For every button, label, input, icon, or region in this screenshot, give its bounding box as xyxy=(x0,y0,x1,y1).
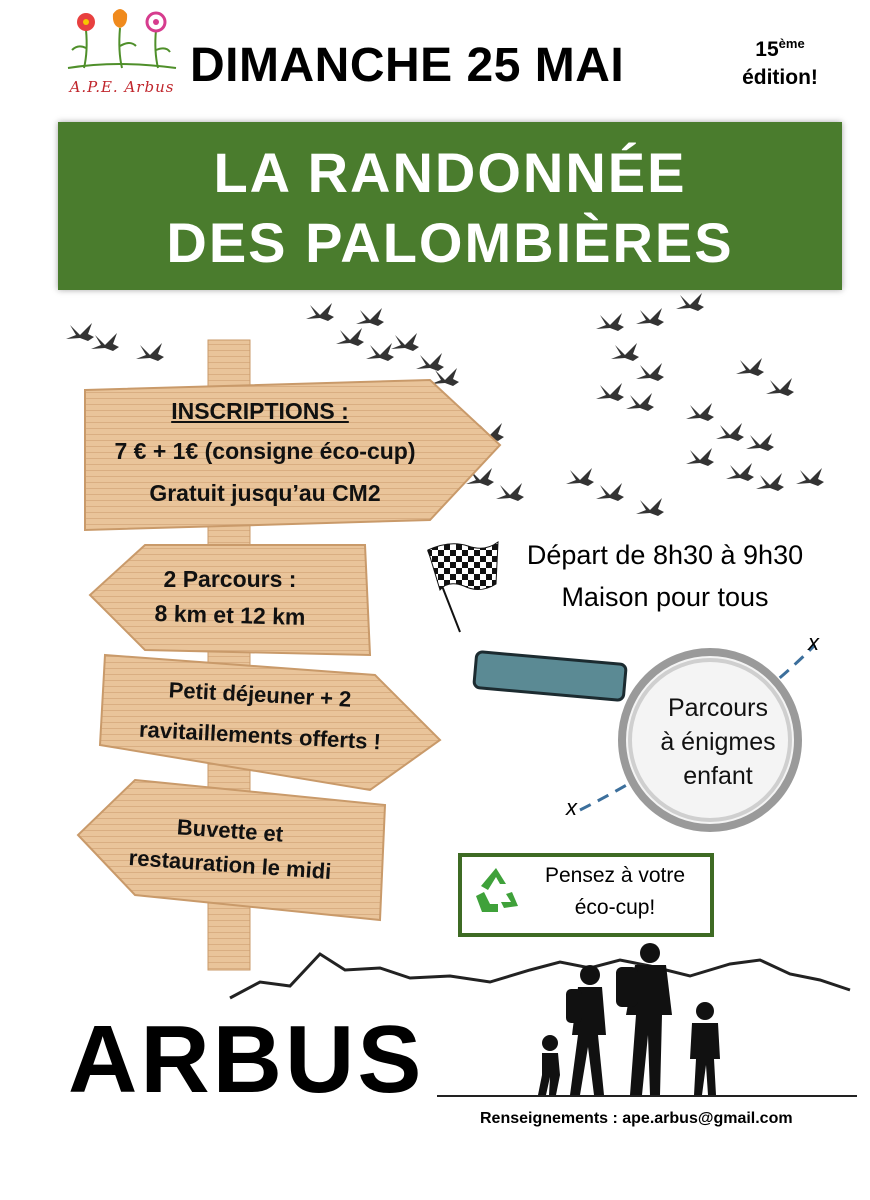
title-line-1: LA RANDONNÉE xyxy=(213,141,687,204)
parcours-line-1: 2 Parcours : xyxy=(163,566,297,592)
town-name: ARBUS xyxy=(68,1006,425,1113)
depart-location: Maison pour tous xyxy=(561,582,769,612)
event-date: DIMANCHE 25 MAI xyxy=(190,39,625,92)
ground-line xyxy=(437,1095,857,1097)
contact-info: Renseignements : ape.arbus@gmail.com xyxy=(480,1110,793,1127)
enigmes-line-1: Parcours xyxy=(667,694,769,722)
inscriptions-title: INSCRIPTIONS : xyxy=(171,398,349,424)
parcours-line-2: 8 km et 12 km xyxy=(154,600,306,630)
logo-text: A.P.E. Arbus xyxy=(69,78,175,96)
edition-label xyxy=(720,30,840,92)
dejeuner-line-1: Petit déjeuner + 2 xyxy=(168,677,352,712)
signpost-illustration xyxy=(60,330,510,980)
hiking-family-silhouette xyxy=(430,935,730,1100)
inscriptions-price: 7 € + 1€ (consigne éco-cup) xyxy=(114,438,416,464)
map-mark-end: x xyxy=(808,630,819,655)
buvette-line-1: Buvette et xyxy=(176,814,284,847)
edition-word: édition! xyxy=(742,66,818,89)
buvette-line-2: restauration le midi xyxy=(127,844,333,885)
enigmes-line-2: à énigmes xyxy=(660,728,776,756)
recycle-icon xyxy=(468,862,524,918)
eco-cup-line-2: éco-cup! xyxy=(574,896,656,919)
enigmes-line-3: enfant xyxy=(683,762,753,790)
depart-time: Départ de 8h30 à 9h30 xyxy=(526,540,804,570)
eco-cup-line-1: Pensez à votre xyxy=(544,864,686,887)
title-line-2: DES PALOMBIÈRES xyxy=(166,211,734,274)
inscriptions-free: Gratuit jusqu’au CM2 xyxy=(149,480,381,506)
map-mark-start: x xyxy=(566,795,577,820)
edition-number: 15 xyxy=(755,38,779,61)
edition-suffix: ème xyxy=(778,36,805,51)
dejeuner-line-2: ravitaillements offerts ! xyxy=(138,716,382,755)
